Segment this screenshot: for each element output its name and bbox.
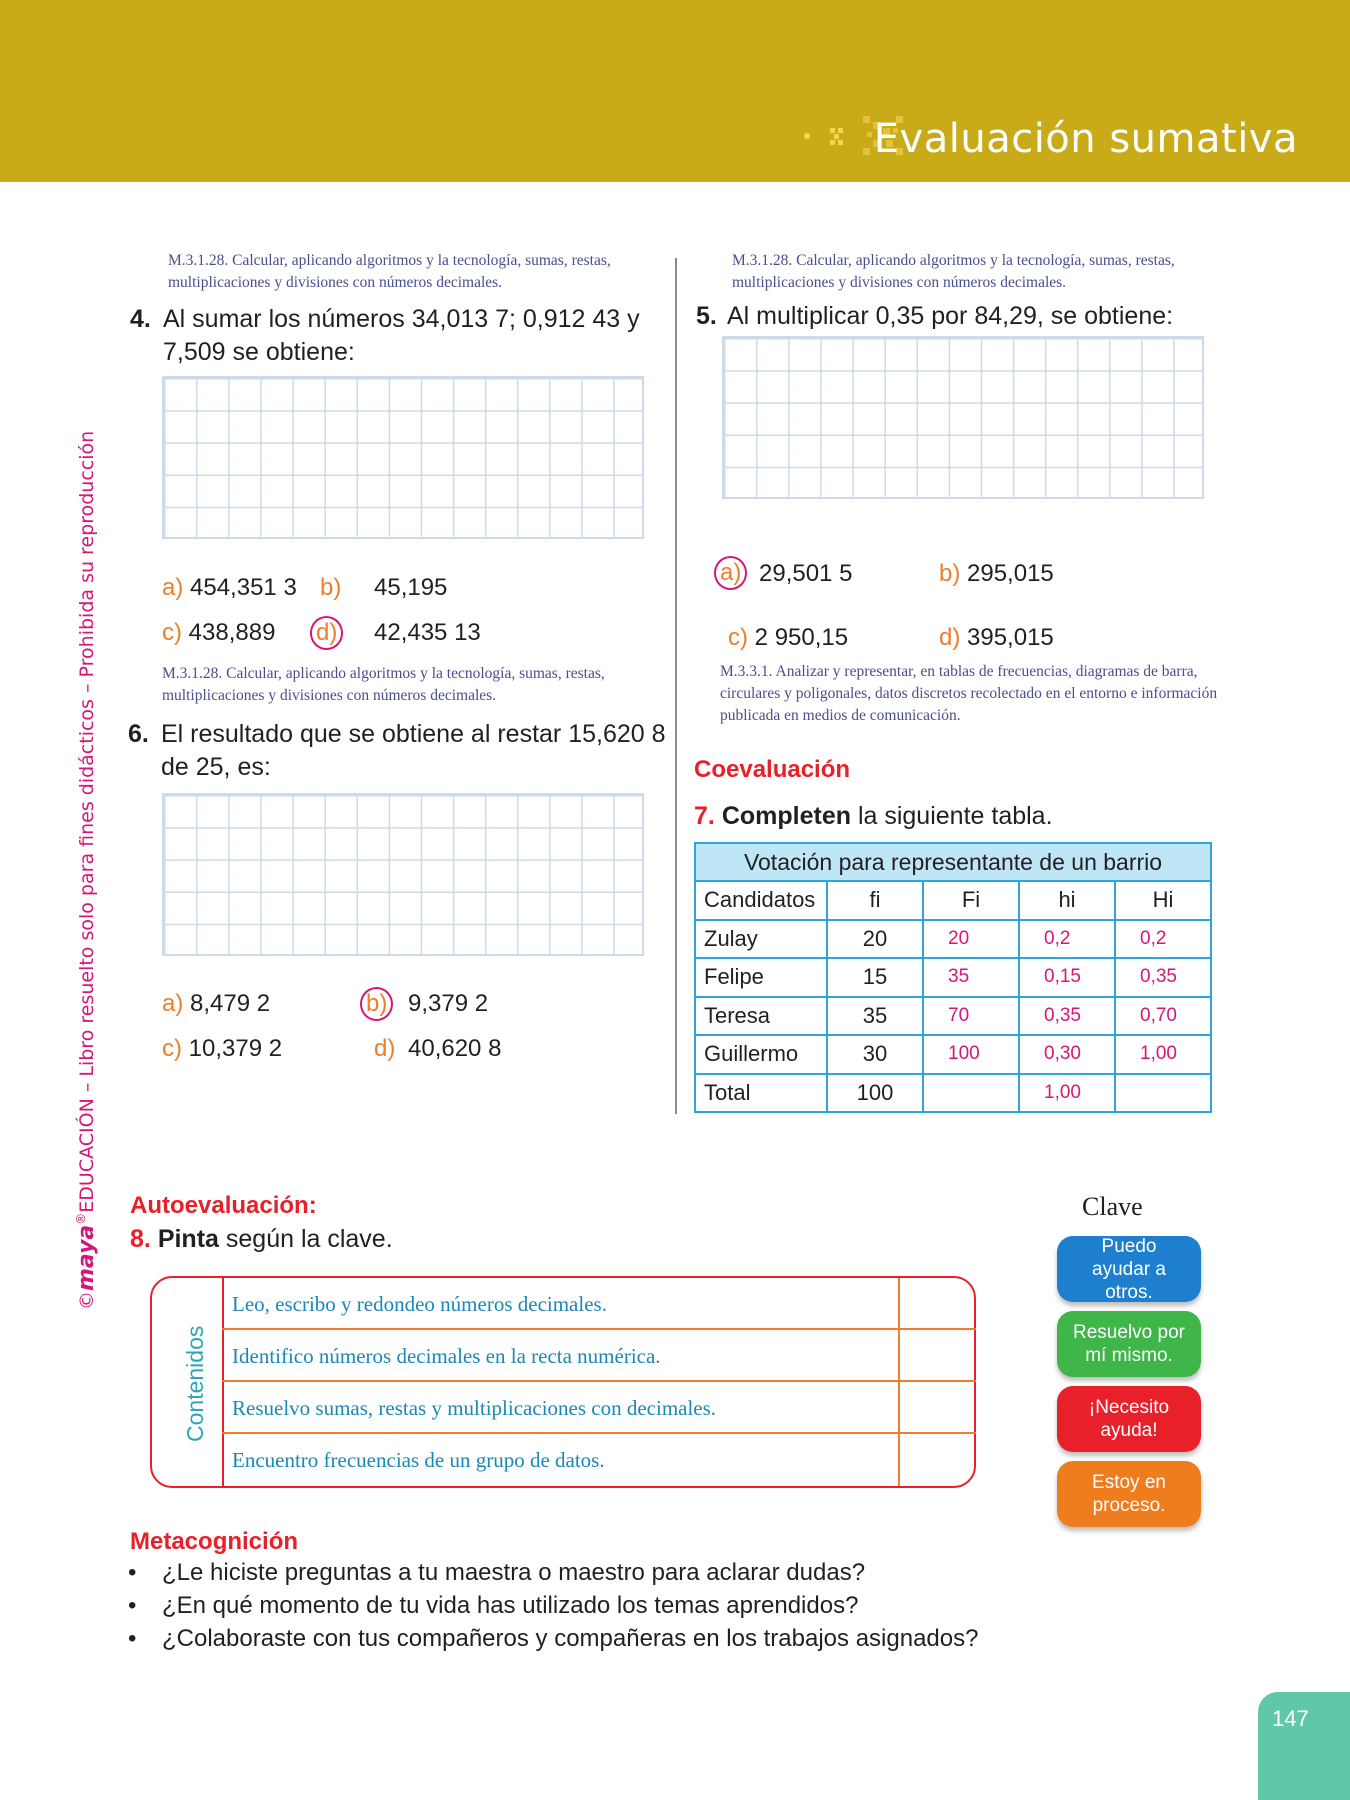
answer-cell[interactable]: 0,15 [1019,958,1115,997]
q6-option-d[interactable]: d) [374,1035,396,1062]
q5-option-b[interactable]: b) 295,015 [939,560,1054,587]
answer-cell[interactable] [923,1074,1019,1113]
eval-item-text: Resuelvo sumas, restas y multiplicaciones con decimales. [232,1396,717,1420]
eval-row [222,1382,976,1434]
key-in-process: Estoy en proceso. [1057,1461,1201,1527]
q4-option-d-selected[interactable]: d) [310,616,343,650]
frequency-table [694,842,1212,1113]
table-row [695,1074,1211,1113]
q7-instruction: 7. Completen la siguiente tabla. [694,802,1053,830]
copyright-side-text [74,430,99,1310]
q5-text: Al multiplicar 0,35 por 84,29, se obtiene: [727,302,1174,330]
page-number: 147 [1258,1692,1350,1800]
eval-row [222,1278,976,1330]
q4-option-a[interactable]: a) 454,351 3 [162,574,297,601]
q7-skill: M.3.3.1. Analizar y representar, en tablas de frecuencias, diagramas de barra, circulares y poligonales, datos discretos recolectado en el entorno e información publicada en medios de comunicación. [720,663,1218,724]
answer-cell[interactable]: 0,70 [1115,997,1211,1036]
meta-question: • ¿Colaboraste con tus compañeros y compañeras en los trabajos asignados? [128,1625,979,1652]
answer-cell[interactable]: 35 [923,958,1019,997]
q4-answer-grid[interactable] [162,376,644,539]
eval-row [222,1330,976,1382]
q5-number: 5. [696,302,717,330]
q4-option-c[interactable]: c) 438,889 [162,619,276,646]
table-cell: 30 [827,1035,923,1074]
answer-cell[interactable]: 0,35 [1115,958,1211,997]
key-title: Clave [1082,1192,1143,1221]
q5-option-a-selected[interactable]: a) [714,556,747,590]
q5-skill: M.3.1.28. Calcular, aplicando algoritmos y la tecnología, sumas, restas, multiplicaciones y divisiones con números decimales. [732,252,1175,291]
q6-text: El resultado que se obtiene al restar 15,620 8 de 25, es: [161,720,666,781]
key-help-others: Puedo ayudar a otros. [1057,1236,1201,1302]
table-cell: Zulay [695,920,827,959]
answer-cell[interactable]: 0,2 [1019,920,1115,959]
table-row [695,997,1211,1036]
q5-option-d[interactable]: d) 395,015 [939,624,1054,651]
q4-number: 4. [130,305,151,333]
eval-item-text: Encuentro frecuencias de un grupo de datos. [232,1448,605,1472]
q4-text: Al sumar los números 34,013 7; 0,912 43 y 7,509 se obtiene: [163,305,640,366]
copyright-symbol: © [76,1291,98,1310]
table-header: Candidatos [695,881,827,920]
answer-cell[interactable]: 0,35 [1019,997,1115,1036]
coevaluacion-title: Coevaluación [694,756,851,783]
q4-skill: M.3.1.28. Calcular, aplicando algoritmos y la tecnología, sumas, restas, multiplicaciones y divisiones con números decimales. [168,252,611,291]
registered-mark: ® [74,1212,88,1225]
metacognicion-title: Metacognición [130,1528,299,1555]
answer-cell[interactable]: 20 [923,920,1019,959]
column-divider [675,258,677,1114]
answer-cell[interactable]: 1,00 [1019,1074,1115,1113]
q6-option-a[interactable]: a) 8,479 2 [162,990,271,1017]
eval-item-text: Identifico números decimales en la recta numérica. [232,1344,661,1368]
answer-cell[interactable] [1115,1074,1211,1113]
meta-question: • ¿En qué momento de tu vida has utilizado los temas aprendidos? [128,1592,859,1619]
table-cell: 35 [827,997,923,1036]
key-need-help: ¡Necesito ayuda! [1057,1386,1201,1452]
page-title: Evaluación sumativa [873,116,1298,162]
answer-cell[interactable]: 100 [923,1035,1019,1074]
contenidos-label: Contenidos [182,1325,208,1442]
table-cell: Guillermo [695,1035,827,1074]
q6-option-c[interactable]: c) 10,379 2 [162,1035,283,1062]
q6-skill: M.3.1.28. Calcular, aplicando algoritmos y la tecnología, sumas, restas, multiplicaciones y divisiones con números decimales. [162,665,605,704]
q4-option-b-value: 45,195 [374,574,448,601]
table-header: Fi [923,881,1019,920]
table-header: hi [1019,881,1115,920]
table-header: Hi [1115,881,1211,920]
q4-option-d-value: 42,435 13 [374,619,481,646]
q6-number: 6. [128,720,149,748]
eval-row [222,1434,976,1486]
copyright-text: EDUCACIÓN – Libro resuelto solo para fines didácticos – Prohibida su reproducción [76,430,98,1213]
meta-question: • ¿Le hiciste preguntas a tu maestra o maestro para aclarar dudas? [128,1559,866,1586]
key-by-myself: Resuelvo por mí mismo. [1057,1311,1201,1377]
table-title: Votación para representante de un barrio [695,843,1211,881]
answer-cell[interactable]: 0,30 [1019,1035,1115,1074]
answer-cell[interactable]: 0,2 [1115,920,1211,959]
q5-answer-grid[interactable] [722,336,1204,499]
eval-item-text: Leo, escribo y redondeo números decimales. [232,1292,607,1316]
table-row [695,920,1211,959]
q6-option-b-value: 9,379 2 [408,990,489,1017]
answer-cell[interactable]: 1,00 [1115,1035,1211,1074]
paint-cells[interactable] [900,1278,974,1486]
table-row [695,1035,1211,1074]
q5-option-c[interactable]: c) 2 950,15 [728,624,849,651]
self-evaluation-table [150,1276,976,1488]
q5-option-a-value: 29,501 5 [759,560,853,587]
q6-answer-grid[interactable] [162,793,644,956]
brand-logo: maya [74,1224,99,1291]
table-row [695,958,1211,997]
q4-option-b[interactable]: b) [320,574,342,601]
table-cell: 20 [827,920,923,959]
q6-option-b-selected[interactable]: b) [360,987,393,1021]
table-cell: 100 [827,1074,923,1113]
table-cell: Felipe [695,958,827,997]
table-header: fi [827,881,923,920]
q8-instruction: 8. Pinta según la clave. [130,1225,393,1253]
q6-option-d-value: 40,620 8 [408,1035,502,1062]
table-cell: Total [695,1074,827,1113]
table-cell: Teresa [695,997,827,1036]
autoevaluacion-title: Autoevaluación: [130,1192,317,1219]
answer-cell[interactable]: 70 [923,997,1019,1036]
table-cell: 15 [827,958,923,997]
